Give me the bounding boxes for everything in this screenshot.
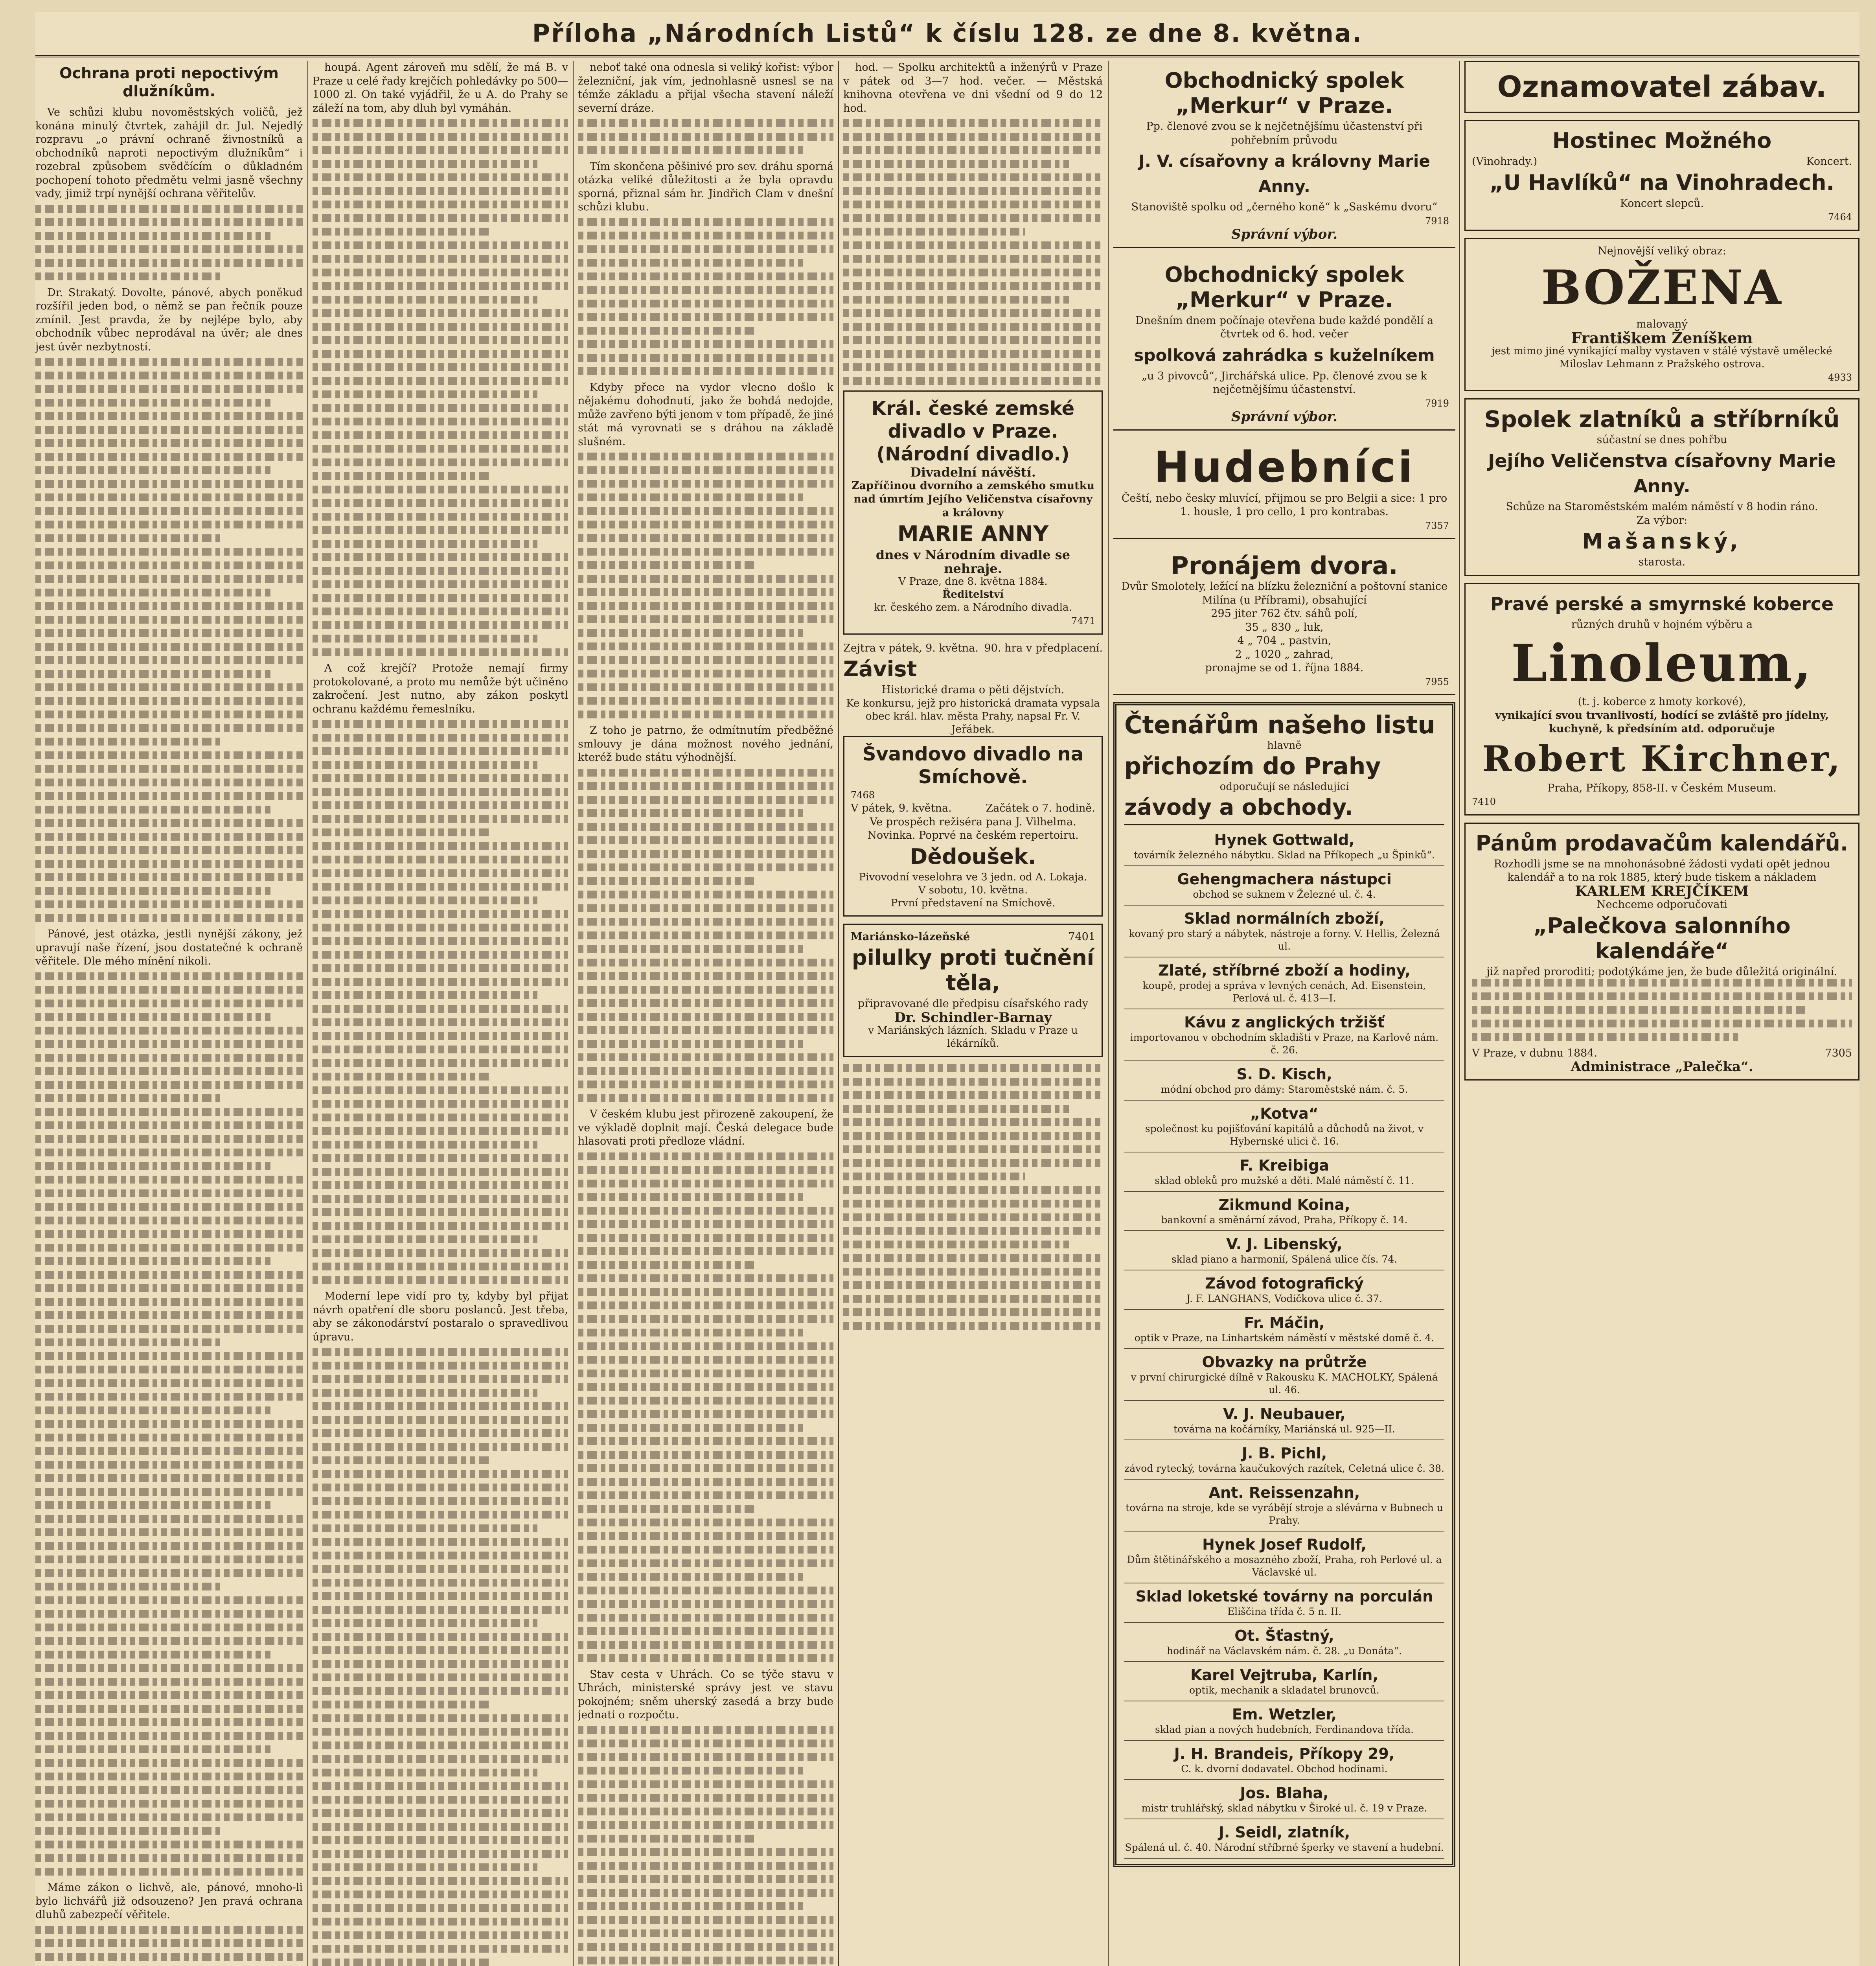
merkur-sign: Správní výbor.: [1231, 409, 1338, 425]
pills-text: připravované dle předpisu císařského rady: [857, 998, 1089, 1010]
firm-description: J. F. LANGHANS, Vodičkova ulice č. 37.: [1186, 1293, 1383, 1304]
hostinec-right: Koncert.: [1806, 155, 1852, 168]
carpets-sub: různých druhů v hojném výběru a: [1571, 618, 1753, 631]
bozena-title: BOŽENA: [1541, 260, 1783, 315]
newspaper-page: [35, 12, 1859, 1966]
directory-line-2: závody a obchody.: [1124, 795, 1444, 825]
calendar-ad: [1464, 823, 1859, 1081]
theatre-notice: [843, 390, 1103, 635]
farm-row: 2 „ 1020 „ zahrad,: [1235, 648, 1334, 661]
merkur-notice-2: [1113, 255, 1455, 431]
theatre-announce: Divadelní návěští.: [910, 465, 1036, 480]
firm-list: [1124, 827, 1444, 1859]
calendar-text-2: Nechceme odporučovati: [1596, 898, 1727, 911]
farm-title: Pronájem dvora.: [1171, 551, 1398, 580]
firm-name: V. J. Libenský,: [1226, 1235, 1343, 1253]
pills-text-2: v Mariánských lázních. Skladu v Praze u lékárníků.: [868, 1025, 1078, 1049]
smichov-start: Začátek o 7. hodině.: [986, 802, 1095, 814]
firm-description: Spálená ul. č. 40. Národní stříbrné šperky ve stavení a hudební.: [1125, 1842, 1444, 1853]
ad-number: 4933: [1828, 372, 1852, 383]
firm-name: Kávu z anglických tržišť: [1184, 1014, 1385, 1031]
goldsmiths-signer: Mašanský,: [1582, 529, 1742, 554]
firm-name: Závod fotografický: [1205, 1275, 1364, 1292]
smichov-theatre: [843, 736, 1103, 917]
pills-place: Mariánsko-lázeňské: [851, 930, 970, 943]
goldsmiths-role: starosta.: [1638, 556, 1686, 568]
theatre-title: Král. české zemské divadlo v Praze. (Národní divadlo.): [871, 398, 1075, 465]
firm-entry: [1124, 1623, 1444, 1662]
article-paragraph: Pánové, jest otázka, jestli nynější zákony, jež upravují naše řízení, jsou dostatečné k ochraně věřitele. Dle mého mínění nikoli.: [35, 928, 303, 967]
theatre-directorate: Ředitelství: [942, 589, 1004, 600]
entertainment-title: Oznamovatel zábav.: [1497, 70, 1827, 104]
firm-description: obchod se suknem v Železné ul. č. 4.: [1193, 889, 1376, 900]
farm-row: 35 „ 830 „ luk,: [1245, 621, 1324, 633]
merkur-title: Obchodnický spolek „Merkur“ v Praze.: [1164, 262, 1404, 312]
smichov-next-date: V sobotu, 10. května.: [918, 884, 1028, 896]
calendar-sign: Administrace „Palečka“.: [1571, 1059, 1753, 1075]
article-paragraph: hod. — Spolku architektů a inženýrů v Praze v pátek od 3—7 hod. večer. — Městská knihovna otevřena ve dni všední od 9 do 12 hod.: [843, 61, 1103, 114]
column-3: [578, 61, 833, 1966]
firm-description: bankovní a směnární závod, Praha, Příkopy č. 14.: [1161, 1214, 1408, 1226]
theatre-line2: dnes v Národním divadle se nehraje.: [875, 547, 1070, 576]
linoleum-ad: [1464, 583, 1859, 815]
ad-number: 7464: [1828, 212, 1852, 223]
firm-entry: [1124, 1152, 1444, 1192]
theatre-date: V Praze, dne 8. května 1884.: [898, 576, 1048, 587]
firm-description: kovaný pro starý a nábytek, nástroje a forny. V. Hellis, Železná ul.: [1129, 928, 1440, 952]
firm-entry: [1124, 1231, 1444, 1270]
bozena-text: jest mimo jiné vynikající malby vystaven v stálé výstavě umělecké Miloslav Lehmann z Pražského ostrova.: [1492, 345, 1832, 370]
bozena-author: Františkem Ženíškem: [1571, 329, 1753, 347]
merkur-notice-1: [1113, 61, 1455, 248]
firm-entry: [1124, 827, 1444, 866]
firm-description: sklad obleků pro mužské a děti. Malé náměstí č. 11.: [1155, 1175, 1414, 1186]
calendar-title: Pánům prodavačům kalendářů.: [1475, 830, 1848, 856]
merkur-text-2: „u 3 pivovců“, Jirchářská ulice. Pp. členové zvou se k nejčetnějšímu účastenství.: [1142, 370, 1427, 396]
havlik-sub: Koncert slepců.: [1620, 197, 1704, 210]
firm-name: V. J. Neubauer,: [1223, 1405, 1346, 1423]
linoleum-title: Linoleum,: [1511, 633, 1813, 693]
calendar-date: V Praze, v dubnu 1884.: [1472, 1047, 1598, 1059]
article-title: Ochrana proti nepoctivým dlužníkům.: [59, 64, 279, 100]
farm-row: 4 „ 704 „ pastvin,: [1237, 635, 1332, 647]
firm-name: J. Seidl, zlatník,: [1218, 1824, 1350, 1841]
firm-description: módní obchod pro dámy: Staroměstské nám. č. 5.: [1161, 1084, 1408, 1095]
firm-name: Zikmund Koina,: [1218, 1196, 1350, 1213]
firm-description: závod rytecký, továrna kaučukových razítek, Celetná ulice č. 38.: [1124, 1463, 1444, 1474]
smichov-date: V pátek, 9. května.: [851, 802, 952, 814]
smichov-play-desc: Pivovodní veselohra ve 3 jedn. od A. Lokaja.: [859, 871, 1087, 883]
kirchner-address: Praha, Příkopy, 858-II. v Českém Museum.: [1547, 782, 1777, 794]
hostinec-ad: [1464, 120, 1859, 231]
havlik-title: „U Havlíků“ na Vinohradech.: [1490, 170, 1834, 195]
ad-number: 7468: [851, 789, 875, 801]
firm-description: Eliščina třída č. 5 n. II.: [1227, 1606, 1342, 1617]
hostinec-title: Hostinec Možného: [1552, 128, 1772, 153]
firm-entry: [1124, 866, 1444, 906]
firm-description: hodinář na Václavském nám. č. 28. „u Donáta“.: [1166, 1645, 1402, 1657]
firm-name: Jos. Blaha,: [1240, 1784, 1329, 1802]
firm-name: „Kotva“: [1250, 1105, 1319, 1122]
article-paragraph: neboť také ona odnesla si veliký kořist: výbor železniční, jak vím, jednohlasně usnesl se na témže základu a přijal všecha stavení náleží severní dráze.: [578, 61, 833, 114]
play-title: Závist: [843, 657, 917, 681]
article-paragraph: Kdyby přece na vydor vlecno došlo k nějakému dohodnutí, jako že bohdá nedojde, může zavřeno býti jenom v tom případě, že jiné stát má vyrovnati se s dráhou na základě slušném.: [578, 381, 833, 448]
calendar-palecek: „Palečkova salonního kalendáře“: [1533, 913, 1791, 963]
theatre-directorate-2: kr. českého zem. a Národního divadla.: [874, 602, 1072, 613]
firm-entry: [1124, 1701, 1444, 1741]
firm-description: C. k. dvorní dodavatel. Obchod hodinami.: [1181, 1763, 1388, 1775]
bozena-by: malovaný: [1636, 318, 1688, 330]
calendar-text: Rozhodli jsme se na mnohonásobné žádosti vydati opět jednou kalendář a to na rok 1885, který bude tiskem a nákladem: [1493, 858, 1830, 884]
firm-name: Zlaté, stříbrné zboží a hodiny,: [1158, 962, 1411, 979]
firm-description: Dům štětinářského a mosazného zboží, Praha, roh Perlové ul. a Václavské ul.: [1127, 1554, 1442, 1578]
article-paragraph: Dr. Strakatý. Dovolte, pánové, abych poněkud rozšířil jeden bod, o němž se pan řečník pouze zmínil. Jest pravda, že by nejlépe bylo, aby obchodník vůbec neprodával na úvěr; ale dnes jest úvěr nezbytností.: [35, 286, 303, 353]
pills-doctor: Dr. Schindler-Barnay: [894, 1009, 1052, 1025]
firm-name: Sklad loketské továrny na porculán: [1135, 1588, 1433, 1605]
firm-entry: [1124, 1583, 1444, 1623]
musicians-title: Hudebníci: [1153, 442, 1415, 492]
page-header: [35, 12, 1859, 57]
merkur-title: Obchodnický spolek „Merkur“ v Praze.: [1164, 68, 1404, 118]
play-desc: Historické drama o pěti dějstvích.: [881, 684, 1065, 696]
article-paragraph: Z toho je patrno, že odmítnutím předběžné smlouvy je dána možnost nového jednání, kteréž bude státu výhodnější.: [578, 724, 833, 764]
firm-name: Hynek Josef Rudolf,: [1202, 1536, 1367, 1553]
firm-entry: [1124, 1662, 1444, 1701]
farm-text-2: pronajme se od 1. října 1884.: [1205, 662, 1364, 674]
column-6: [1464, 61, 1859, 1966]
farm-row: 295 jiter 762 čtv. sáhů polí,: [1211, 607, 1358, 620]
carpets-title: Pravé perské a smyrnské koberce: [1490, 593, 1834, 615]
firm-entry: [1124, 1532, 1444, 1583]
theatre-line1: Zapříčinou dvorního a zemského smutku nad úmrtím Jejího Veličenstva císařovny a královny: [852, 479, 1094, 519]
merkur-text: Dnešním dnem počínaje otevřena bude každé pondělí a čtvrtek od 6. hod. večer: [1135, 314, 1434, 340]
pills-ad: [843, 924, 1103, 1057]
bozena-ad: [1464, 238, 1859, 391]
firm-description: koupě, prodej a správa v levných cenách, Ad. Eisenstein, Perlová ul. č. 413—I.: [1142, 980, 1426, 1004]
article-paragraph: houpá. Agent zároveň mu sdělí, že má B. v Praze u celé řady krejčích pohledávky po 500—1000 zl. On také vyjádřil, že u A. do Prahy se záleží na tom, aby dluh byl vymáhán.: [313, 61, 568, 114]
musicians-text: Čeští, nebo česky mluvící, přijmou se pro Belgii a sice: 1 pro 1. housle, 1 pro cello, 1 pro kontrabas.: [1121, 492, 1447, 518]
hostinec-sub: (Vinohrady.): [1472, 155, 1538, 168]
bozena-pre: Nejnovější veliký obraz:: [1598, 245, 1726, 257]
firm-description: společnost ku pojišťování kapitálů a důchodů na život, v Hybernské ulici č. 16.: [1145, 1123, 1424, 1147]
firm-description: továrna na stroje, kde se vyrábějí stroje a slévárna v Bubnech u Prahy.: [1126, 1502, 1443, 1526]
column-5: [1113, 61, 1455, 1966]
firm-entry: [1124, 1819, 1444, 1859]
column-1: [35, 61, 303, 1966]
firm-name: Hynek Gottwald,: [1214, 831, 1355, 849]
entertainment-header: [1464, 61, 1859, 113]
ad-number: 7955: [1425, 676, 1449, 687]
firm-name: J. B. Pichl,: [1241, 1445, 1327, 1462]
ad-number: 7918: [1425, 215, 1449, 226]
ad-number: 7401: [1068, 930, 1095, 943]
firm-description: importovanou v obchodním skladišti v Praze, na Karlově nám. č. 26.: [1130, 1032, 1439, 1056]
directory-sub-2: odporučují se následující: [1219, 781, 1349, 793]
firm-entry: [1124, 1401, 1444, 1440]
kirchner-name: Robert Kirchner,: [1482, 738, 1842, 780]
firm-entry: [1124, 1192, 1444, 1231]
farm-text: Dvůr Smolotely, ležící na blízku železniční a poštovní stanice Milína (u Příbrami), obsahující: [1121, 580, 1448, 606]
firm-name: S. D. Kisch,: [1236, 1066, 1332, 1083]
firm-description: optik, mechanik a skladatel brunovců.: [1189, 1684, 1379, 1696]
smichov-play-name: Dědoušek.: [910, 844, 1036, 869]
farm-lease-ad: [1113, 546, 1455, 695]
merkur-sign: Správní výbor.: [1231, 226, 1338, 242]
ad-number: 7410: [1472, 796, 1496, 807]
article-paragraph: V českém klubu jest přirozeně zakoupení, že ve výkladě doplnit mají. Česká delegace bude hlasovati proti předloze vládní.: [578, 1108, 833, 1147]
pills-title: pilulky proti tučnění těla,: [852, 945, 1094, 995]
musicians-ad: [1113, 438, 1455, 539]
smichov-benefit: Ve prospěch režiséra pana J. Vilhelma.: [870, 815, 1076, 828]
article-paragraph: A což krejčí? Protože nemají firmy protokolované, a proto mu nemůže být učiněno zakročení. Jest nutno, aby zákon poskytl ochranu každému řemeslníku.: [313, 662, 568, 715]
article-paragraph: Ve schůzi klubu novoměstských voličů, jež konána minulý čtvrtek, zahájil dr. Jul. Nejedlý rozpravu „o právní ochraně živnostníků a obchodníků naproti nepoctivým dlužníkům“ i rozebral způsobem svědčícím o důkladném pochopení tohoto předmětu velmi jasně všechny vady, jimiž trpí nynější ochrana věřitelův.: [35, 106, 303, 200]
firm-entry: [1124, 1061, 1444, 1101]
play-desc-2: Ke konkursu, jejž pro historická dramata vypsala obec král. hlav. města Prahy, napsal Fr. V. Jeřábek.: [846, 697, 1100, 735]
firm-name: J. H. Brandeis, Příkopy 29,: [1174, 1745, 1395, 1762]
directory-line-1: přichozím do Prahy: [1124, 753, 1381, 780]
merkur-text: Pp. členové zvou se k nejčetnějšímu účastenství při pohřebním průvodu: [1146, 120, 1423, 146]
firm-entry: [1124, 1009, 1444, 1061]
goldsmiths-sign: Za výbor:: [1636, 514, 1688, 526]
directory-sub: hlavně: [1267, 740, 1302, 751]
firm-entry: [1124, 1741, 1444, 1780]
firm-name: Gehengmachera nástupci: [1177, 871, 1392, 888]
firm-name: Karel Vejtruba, Karlín,: [1190, 1666, 1378, 1684]
firm-name: Ot. Šťastný,: [1234, 1627, 1334, 1644]
goldsmiths-title: Spolek zlatníků a stříbrníků: [1484, 405, 1840, 433]
firm-description: továrna na kočárníky, Mariánská ul. 925—II.: [1173, 1423, 1395, 1435]
firm-name: Ant. Reissenzahn,: [1208, 1484, 1360, 1501]
firm-entry: [1124, 1480, 1444, 1532]
article-paragraph: Tím skončena pěšinivé pro sev. dráhu sporná otázka veliké důležitosti a že byla opravdu sporná, přiznal sám hr. Jindřich Clam v dnešní schůzi klubu.: [578, 160, 833, 213]
firm-entry: [1124, 1349, 1444, 1401]
firm-name: F. Kreibiga: [1239, 1157, 1330, 1174]
firm-name: Sklad normálních zboží,: [1184, 910, 1385, 927]
firm-entry: [1124, 957, 1444, 1009]
merkur-text-2: Stanoviště spolku od „černého koně“ k „Saskému dvoru“: [1131, 201, 1438, 213]
evening-right: 90. hra v předplacení.: [984, 642, 1103, 654]
linoleum-text: vynikající svou trvanlivostí, hodící se zvláště pro jídelny, kuchyně, k předsíním atd. odporučuje: [1495, 709, 1829, 735]
column-4: [843, 61, 1103, 1966]
merkur-garden: spolková zahrádka s kuželníkem: [1134, 345, 1435, 365]
header-title: Příloha „Národních Listů“ k číslu 128. ze dne 8. května.: [532, 19, 1363, 48]
ad-number: 7305: [1825, 1047, 1852, 1059]
firm-entry: [1124, 1780, 1444, 1819]
linoleum-sub: (t. j. koberce z hmoty korkové),: [1578, 696, 1746, 708]
theatre-evening-line: [843, 642, 1103, 655]
smichov-next: První představení na Smíchově.: [890, 897, 1056, 909]
goldsmiths-text-2: Schůze na Staroměstském malém náměstí v 8 hodin ráno.: [1506, 501, 1818, 513]
firm-description: optik v Praze, na Linhartském náměstí v městské domě č. 4.: [1134, 1332, 1435, 1344]
smichov-play: Novinka. Poprvé na českém repertoiru.: [867, 829, 1079, 841]
article-paragraph: Máme zákon o lichvě, ale, pánové, mnoho-li bylo lichvářů již odsouzeno? Jen pravá ochrana dluhů zabezpečí věřitele.: [35, 1881, 303, 1921]
firm-description: v první chirurgické dílně v Rakousku K. MACHOLKY, Spálená ul. 46.: [1131, 1371, 1438, 1395]
firm-description: mistr truhlářský, sklad nábytku v Široké ul. č. 19 v Praze.: [1141, 1802, 1427, 1814]
evening-left: Zejtra v pátek, 9. května.: [843, 642, 978, 654]
firm-entry: [1124, 1101, 1444, 1152]
firm-description: sklad pian a nových hudebních, Ferdinandova třída.: [1155, 1724, 1414, 1735]
firm-entry: [1124, 1440, 1444, 1480]
article-paragraph: Moderní lepe vidí pro ty, kdyby byl přijat návrh opatření dle sboru poslanců. Jest třeba, aby se zákonodárství postaralo o spravedlivou úpravu.: [313, 1290, 568, 1343]
ad-number: 7471: [1071, 615, 1095, 626]
calendar-name: KARLEM KREJČÍKEM: [1575, 883, 1749, 900]
directory-title: Čtenářům našeho listu: [1124, 711, 1435, 739]
firm-name: Obvazky na průtrže: [1202, 1353, 1367, 1371]
firm-name: Fr. Máčin,: [1244, 1314, 1325, 1331]
goldsmiths-name: Jejího Veličenstva císařovny Marie Anny.: [1488, 450, 1836, 497]
goldsmiths-text: súčastní se dnes pohřbu: [1596, 433, 1727, 446]
readers-directory: [1113, 702, 1455, 1867]
theatre-name: MARIE ANNY: [897, 521, 1049, 546]
ad-number: 7919: [1425, 398, 1449, 409]
merkur-name: J. V. císařovny a královny Marie Anny.: [1138, 151, 1430, 196]
goldsmiths-ad: [1464, 398, 1859, 576]
firm-entry: [1124, 1310, 1444, 1349]
smichov-title: Švandovo divadlo na Smíchově.: [862, 743, 1084, 788]
calendar-text-3: již napřed proroditi; podotýkáme jen, že bude důležitá originální.: [1486, 965, 1837, 978]
firm-description: továrník železného nábytku. Sklad na Příkopech „u Špinků“.: [1134, 849, 1435, 861]
firm-entry: [1124, 906, 1444, 957]
column-2: [313, 61, 568, 1966]
firm-entry: [1124, 1270, 1444, 1310]
ad-number: 7357: [1425, 520, 1449, 531]
firm-description: sklad piano a harmonií, Spálená ulice čís. 74.: [1171, 1254, 1398, 1265]
firm-name: Em. Wetzler,: [1232, 1706, 1337, 1723]
article-paragraph: Stav cesta v Uhrách. Co se týče stavu v Uhrách, ministerské správy jest ve stavu pokojném; sněm uherský zasedá a brzy bude jednati o rozpočtu.: [578, 1668, 833, 1721]
